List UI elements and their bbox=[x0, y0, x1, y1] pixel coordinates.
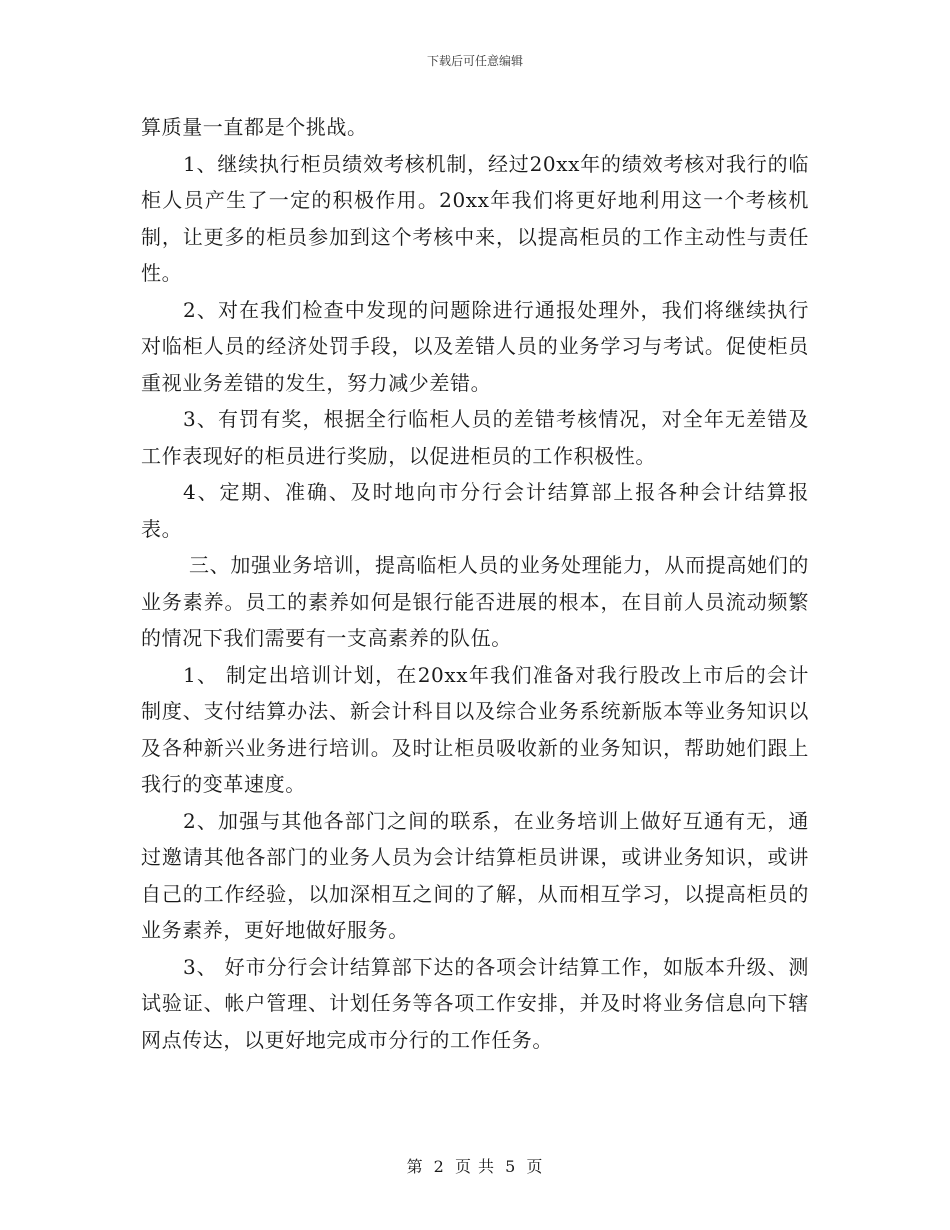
paragraph-training-1: 1、 制定出培训计划，在20xx年我们准备对我行股改上市后的会计制度、支付结算办法、新会计科目以及综合业务系统新版本等业务知识以及各种新兴业务进行培训。及时让柜员吸收新的业务知识，帮助她们跟上我行的变革速度。 bbox=[141, 662, 809, 796]
footer-prefix: 第 bbox=[406, 1157, 424, 1176]
paragraph-item-4: 4、定期、准确、及时地向市分行会计结算部上报各种会计结算报表。 bbox=[141, 480, 809, 541]
paragraph-continuation: 算质量一直都是个挑战。 bbox=[141, 115, 368, 139]
paragraph-training-2: 2、加强与其他各部门之间的联系，在业务培训上做好互通有无，通过邀请其他各部门的业务人员为会计结算柜员讲课，或讲业务知识，或讲自己的工作经验，以加深相互之间的了解，从而相互学习，以提高柜员的业务素养，更好地做好服务。 bbox=[141, 808, 809, 942]
paragraph-training-3: 3、 好市分行会计结算部下达的各项会计结算工作，如版本升级、测试验证、帐户管理、计划任务等各项工作安排，并及时将业务信息向下辖网点传达，以更好地完成市分行的工作任务。 bbox=[141, 954, 809, 1052]
footer-total-pages: 5 bbox=[505, 1157, 517, 1176]
footer-suffix: 页 bbox=[526, 1157, 544, 1176]
paragraph-item-1: 1、继续执行柜员绩效考核机制，经过20xx年的绩效考核对我行的临柜人员产生了一定的积极作用。20xx年我们将更好地利用这一个考核机制，让更多的柜员参加到这个考核中来，以提高柜员的工作主动性与责任性。 bbox=[141, 151, 809, 285]
page-header: 下载后可任意编辑 bbox=[426, 54, 523, 68]
page-footer bbox=[0, 1154, 950, 1177]
paragraph-item-3: 3、有罚有奖，根据全行临柜人员的差错考核情况，对全年无差错及工作表现好的柜员进行奖励，以促进柜员的工作积极性。 bbox=[141, 407, 809, 468]
document-body bbox=[141, 109, 809, 1058]
section-heading-three: 三、加强业务培训，提高临柜人员的业务处理能力，从而提高她们的业务素养。员工的素养如何是银行能否进展的根本，在目前人员流动频繁的情况下我们需要有一支高素养的队伍。 bbox=[141, 553, 809, 650]
footer-page-number: 2 bbox=[433, 1157, 445, 1176]
paragraph-item-2: 2、对在我们检查中发现的问题除进行通报处理外，我们将继续执行对临柜人员的经济处罚手段，以及差错人员的业务学习与考试。促使柜员重视业务差错的发生，努力减少差错。 bbox=[141, 297, 809, 395]
footer-middle: 页 共 bbox=[454, 1157, 496, 1176]
